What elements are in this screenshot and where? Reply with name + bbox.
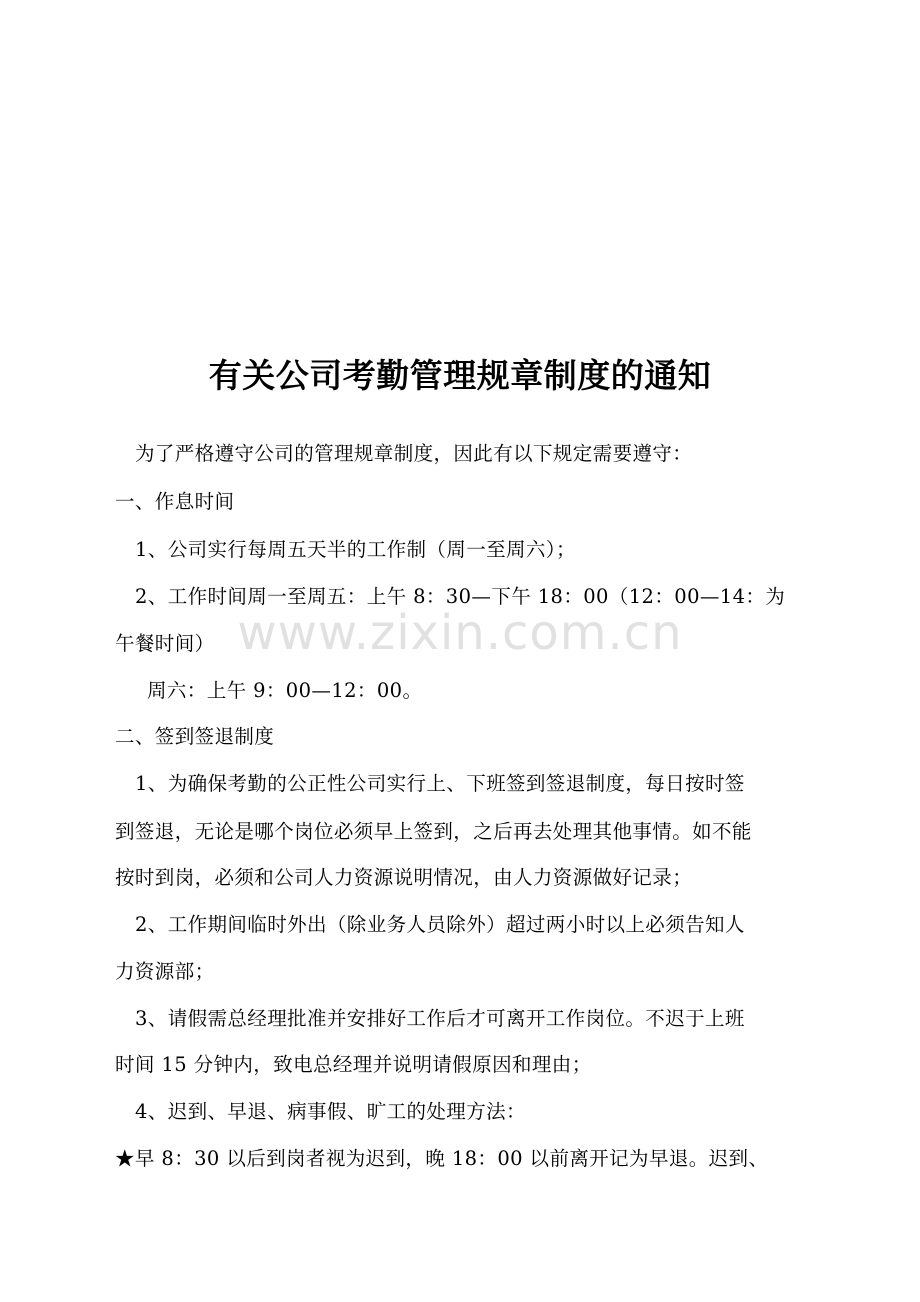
list-item: 2、工作时间周一至周五：上午 8：30—下午 18：00（12：00—14：为	[135, 585, 786, 608]
list-item: 1、公司实行每周五天半的工作制（周一至周六）；	[135, 538, 576, 561]
document-title: 有关公司考勤管理规章制度的通知	[208, 356, 712, 395]
list-item: 周六：上午 9：00—12：00。	[147, 679, 423, 702]
watermark: www.zixin.com.cn	[237, 605, 683, 661]
list-item: 1、为确保考勤的公正性公司实行上、下班签到签退制度，每日按时签	[135, 772, 745, 795]
list-item: 3、请假需总经理批准并安排好工作后才可离开工作岗位。不迟于上班	[135, 1007, 745, 1030]
section-heading-signin: 二、签到签退制度	[115, 725, 275, 748]
list-item: 4、迟到、早退、病事假、旷工的处理方法：	[135, 1100, 526, 1123]
list-item: 2、工作期间临时外出（除业务人员除外）超过两小时以上必须告知人	[135, 913, 745, 936]
section-heading-schedule: 一、作息时间	[115, 490, 235, 513]
list-item: ★早 8：30 以后到岗者视为迟到，晚 18：00 以前离开记为早退。迟到、	[115, 1147, 769, 1170]
list-item-continuation: 到签退，无论是哪个岗位必须早上签到，之后再去处理其他事情。如不能	[115, 820, 752, 843]
list-item-continuation: 按时到岗，必须和公司人力资源说明情况，由人力资源做好记录；	[115, 866, 693, 889]
list-item-continuation: 时间 15 分钟内，致电总经理并说明请假原因和理由；	[115, 1053, 592, 1076]
list-item-continuation: 午餐时间）	[115, 632, 215, 655]
intro-paragraph: 为了严格遵守公司的管理规章制度，因此有以下规定需要遵守：	[135, 442, 693, 465]
list-item-continuation: 力资源部；	[115, 960, 215, 983]
